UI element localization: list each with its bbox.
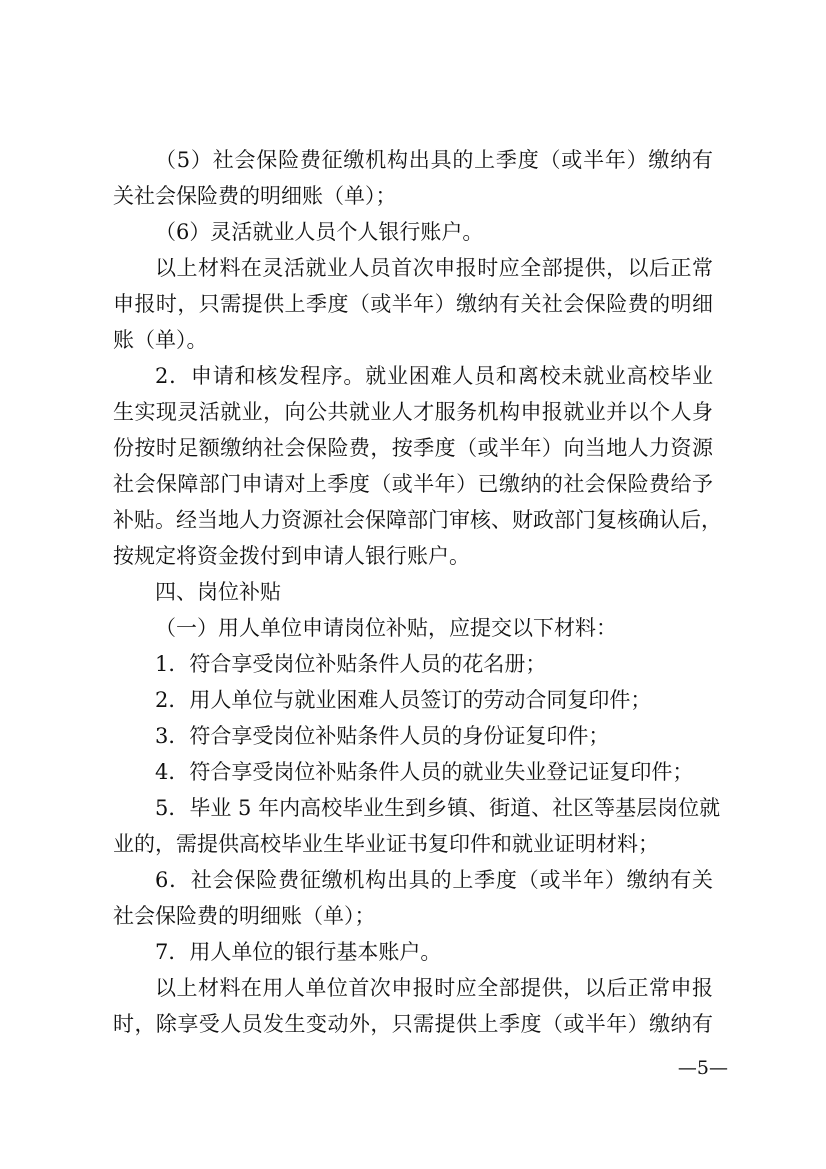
list-item: 3．符合享受岗位补贴条件人员的身份证复印件；	[155, 724, 610, 748]
text-line: 生实现灵活就业，向公共就业人才服务机构申报就业并以个人身	[113, 400, 713, 424]
text-line: 关社会保险费的明细账（单）；	[113, 184, 397, 208]
list-item: 2．用人单位与就业困难人员签订的劳动合同复印件；	[155, 688, 652, 712]
page-number: —5—	[677, 1057, 728, 1079]
text-line: 申报时，只需提供上季度（或半年）缴纳有关社会保险费的明细	[113, 292, 713, 316]
text-line: 业的，需提供高校毕业生毕业证书复印件和就业证明材料；	[113, 832, 659, 856]
text-line: 补贴。经当地人力资源社会保障部门审核、财政部门复核确认后，	[113, 508, 722, 532]
text-line: （5）社会保险费征缴机构出具的上季度（或半年）缴纳有	[155, 148, 713, 172]
list-item: 1．符合享受岗位补贴条件人员的花名册；	[155, 652, 547, 676]
text-line: 以上材料在灵活就业人员首次申报时应全部提供，以后正常	[155, 256, 713, 280]
text-line: 以上材料在用人单位首次申报时应全部提供，以后正常申报	[155, 976, 713, 1000]
section-heading: 四、岗位补贴	[155, 580, 281, 604]
text-line: 社会保障部门申请对上季度（或半年）已缴纳的社会保险费给予	[113, 472, 713, 496]
text-line: 时，除享受人员发生变动外，只需提供上季度（或半年）缴纳有	[113, 1012, 713, 1036]
list-item: 6．社会保险费征缴机构出具的上季度（或半年）缴纳有关	[155, 868, 713, 892]
text-line: 账（单）。	[113, 328, 208, 352]
text-line: 份按时足额缴纳社会保险费，按季度（或半年）向当地人力资源	[113, 436, 713, 460]
text-line: 按规定将资金拨付到申请人银行账户。	[113, 544, 470, 568]
text-line: （一）用人单位申请岗位补贴，应提交以下材料：	[155, 616, 617, 640]
list-item: 4．符合享受岗位补贴条件人员的就业失业登记证复印件；	[155, 760, 694, 784]
text-line: （6）灵活就业人员个人银行账户。	[155, 220, 484, 244]
text-line: 社会保险费的明细账（单）；	[113, 904, 376, 928]
text-line: 2．申请和核发程序。就业困难人员和离校未就业高校毕业	[155, 364, 713, 388]
list-item: 5．毕业 5 年内高校毕业生到乡镇、街道、社区等基层岗位就	[155, 796, 721, 820]
list-item: 7．用人单位的银行基本账户。	[155, 940, 442, 964]
